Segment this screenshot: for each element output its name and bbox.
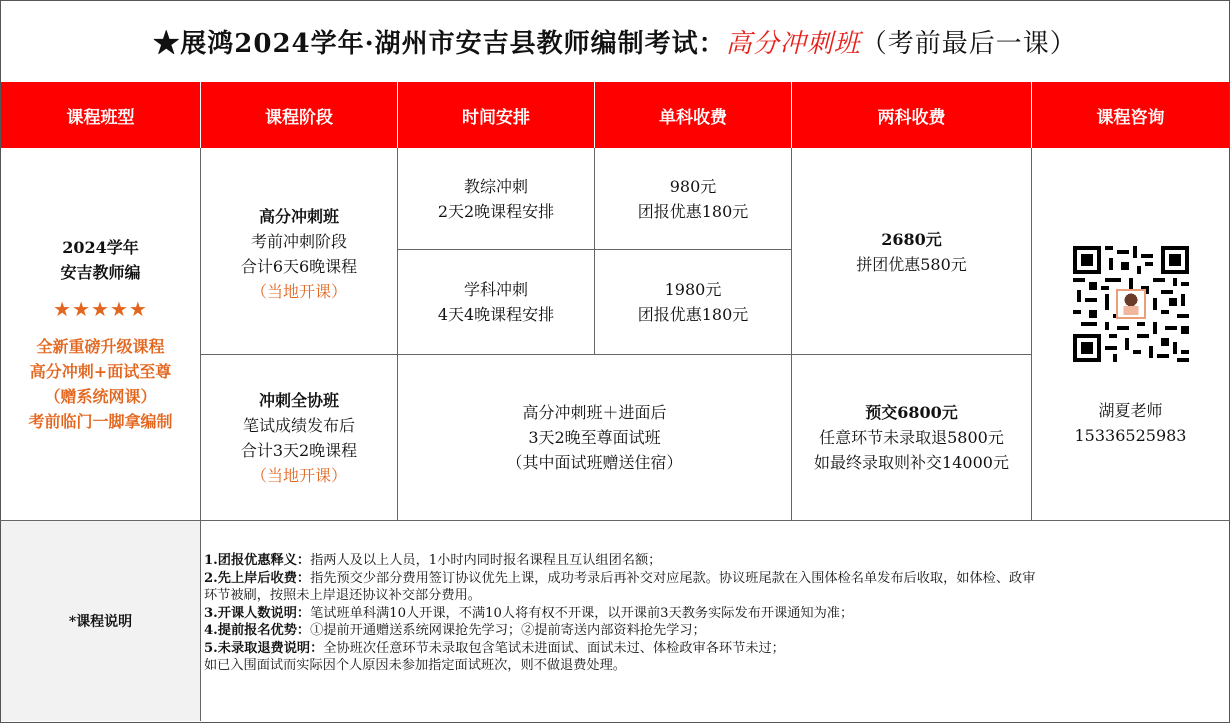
schedule-desc: 2天2晚课程安排 [437, 202, 555, 221]
consult-cell [1032, 149, 1229, 520]
fee-price: 980元 [669, 177, 717, 196]
fee-refund: 任意环节未录取退5800元 [819, 428, 1004, 447]
header-class-type: 课程班型 [1, 82, 201, 148]
stage-note: （当地开课） [250, 465, 347, 485]
note-line: 如已入围面试而实际因个人原因未参加指定面试班次，则不做退费处理。 [204, 658, 626, 673]
stage-desc: 合计6天6晚课程 [240, 256, 358, 276]
full-package-fee-cell [792, 355, 1031, 520]
notes-label: *课程说明 [1, 521, 200, 721]
schedule-title: 教综冲刺 [463, 177, 528, 196]
fee-supplement: 如最终录取则补交14000元 [814, 453, 1009, 472]
title-prefix: ★展鸿2024学年·湖州市安吉县教师编制考试： [153, 28, 726, 59]
header-single-fee: 单科收费 [595, 82, 792, 148]
note-line: 5.未录取退费说明：全协班次任意环节未录取包含笔试未进面试、面试未过、体检政审各环节未过； [204, 640, 785, 656]
schedule-cell [398, 355, 791, 520]
course-notes [201, 521, 1229, 721]
stage-desc: 合计3天2晚课程 [240, 440, 358, 460]
class-name: 安吉教师编 [60, 263, 141, 282]
schedule-desc: 3天2晚至尊面试班 [528, 428, 661, 447]
header-schedule: 时间安排 [398, 82, 595, 148]
stage-sprint-cell [201, 149, 397, 354]
promo-line: 全新重磅升级课程 [36, 337, 165, 356]
title-suffix: （考前最后一课） [860, 28, 1077, 59]
stage-desc: 笔试成绩发布后 [242, 415, 355, 435]
fee-discount: 团报优惠180元 [637, 202, 749, 221]
schedule-title: 高分冲刺班＋进面后 [522, 403, 667, 422]
note-line: 2.先上岸后收费：指先预交少部分费用签订协议优先上课，成功考录后再补交对应尾款。协议班尾款在入围体检名单发布后收取，如体检、政审 [204, 570, 1036, 586]
promo-line: （赠系统网课） [44, 387, 157, 406]
fee-price: 2680元 [881, 229, 942, 249]
note-line: 1.团报优惠释义：指两人及以上人员，1小时内同时报名课程且互认组团名额； [204, 553, 662, 568]
consult-teacher: 湖夏老师 [1098, 401, 1163, 420]
consult-phone[interactable]: 15336525983 [1074, 426, 1187, 445]
schedule-cell [398, 149, 594, 249]
rating-stars: ★★★★★ [53, 297, 148, 321]
promo-line: 高分冲刺+面试至尊 [29, 362, 172, 381]
fee-discount: 拼团优惠580元 [856, 254, 967, 274]
stage-full-cell [201, 355, 397, 520]
note-line: 4.提前报名优势：①提前开通赠送系统网课抢先学习；②提前寄送内部资料抢先学习； [204, 623, 706, 638]
schedule-desc: 4天4晚课程安排 [437, 305, 555, 324]
fee-price: 预交6800元 [865, 403, 958, 422]
single-fee-cell [595, 149, 791, 249]
class-type-cell [1, 149, 200, 520]
schedule-note: （其中面试班赠送住宿） [506, 453, 683, 472]
stage-name: 高分冲刺班 [258, 206, 339, 226]
note-line: 3.开课人数说明：笔试班单科满10人开课，不满10人将有权不开课，以开课前3天教务实际发布开课通知为准； [204, 605, 854, 621]
note-line: 环节被刷，按照未上岸退还协议补交部分费用。 [204, 588, 481, 603]
header-course-stage: 课程阶段 [201, 82, 398, 148]
title-highlight: 高分冲刺班 [725, 28, 861, 59]
stage-desc: 考前冲刺阶段 [250, 231, 347, 251]
schedule-title: 学科冲刺 [463, 280, 528, 299]
qr-code-icon[interactable] [1073, 246, 1189, 362]
stage-note: （当地开课） [250, 281, 347, 301]
header-two-subject-fee: 两科收费 [792, 82, 1032, 148]
page-title [0, 0, 1230, 83]
promo-line: 考前临门一脚拿编制 [28, 412, 173, 431]
stage-name: 冲刺全协班 [258, 390, 339, 410]
class-year: 2024学年 [62, 238, 139, 257]
fee-discount: 团报优惠180元 [637, 305, 749, 324]
schedule-cell [398, 250, 594, 354]
two-subject-fee-cell [792, 149, 1031, 354]
fee-price: 1980元 [664, 280, 722, 299]
single-fee-cell [595, 250, 791, 354]
header-consult: 课程咨询 [1032, 82, 1229, 148]
